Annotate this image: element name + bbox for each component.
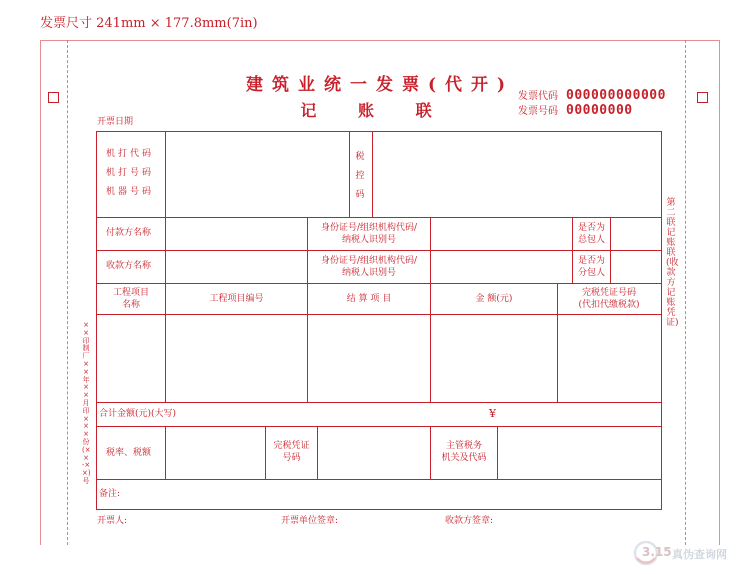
tax-control-label: 税控码 [355, 152, 365, 200]
row-line [96, 402, 662, 403]
machine-number-label: 机打号码 [106, 168, 155, 178]
sheet-right-edge [719, 40, 720, 545]
issuer-label: 开票人: [97, 516, 128, 526]
col-line [317, 426, 318, 479]
right-perforation [685, 40, 686, 545]
payer-id-label [308, 222, 430, 246]
left-perforation [67, 40, 68, 545]
tax-voucher-header [558, 287, 660, 311]
col-line [165, 426, 166, 479]
tax-rate-label: 税率、税额 [106, 448, 152, 458]
watermark-logo [632, 538, 744, 568]
remarks-label: 备注: [99, 489, 121, 499]
row-line [96, 250, 662, 251]
tax-authority-line1: 主管税务 [445, 441, 482, 451]
currency-symbol: ¥ [489, 407, 496, 420]
payer-flag-line2: 总包人 [577, 235, 605, 245]
payer-main-contractor-flag-label [573, 222, 610, 246]
payee-id-label-line1: 身份证号/组织机构代码/ [320, 256, 418, 266]
issue-date-label: 开票日期 [97, 117, 134, 127]
payee-seal-label: 收款方签章: [445, 516, 494, 526]
machine-id-label: 机器号码 [106, 187, 155, 197]
col-line [497, 426, 498, 479]
copy-designation-label: 第二联 记账联(收款方记账凭证) [666, 198, 679, 328]
right-punch-hole [697, 92, 708, 103]
project-name-header-line2: 名称 [121, 300, 140, 310]
project-name-header [97, 287, 165, 311]
payee-flag-line1: 是否为 [577, 256, 605, 266]
invoice-table [96, 131, 662, 510]
issuer-unit-seal-label: 开票单位签章: [281, 516, 339, 526]
settlement-header: 结 算 项 目 [346, 294, 392, 304]
payee-flag-line2: 分包人 [577, 268, 605, 278]
tax-voucher-header-line1: 完税凭证号码 [581, 288, 636, 298]
payee-id-label [308, 255, 430, 279]
sheet-top-line [40, 40, 719, 41]
payee-id-label-line2: 纳税人识别号 [341, 268, 396, 278]
tax-payment-voucher-label [266, 440, 317, 464]
payer-id-label-line1: 身份证号/组织机构代码/ [320, 223, 418, 233]
invoice-number-value: 00000000 [566, 103, 633, 118]
watermark-text: 真伪查询网 [672, 548, 727, 561]
invoice-subtitle: 记 账 联 [300, 101, 450, 120]
tax-payment-voucher-line1: 完税凭证 [273, 441, 310, 451]
payee-subcontractor-flag-label [573, 255, 610, 279]
col-line [430, 217, 431, 283]
invoice-number-label: 发票号码 [518, 106, 558, 117]
machine-code-label: 机打代码 [106, 149, 155, 159]
sheet-left-edge [40, 40, 41, 545]
watermark-number: 3.15 [642, 545, 672, 559]
col-line [349, 131, 350, 217]
amount-header: 金 额(元) [475, 294, 513, 304]
col-line [165, 131, 166, 217]
row-line [96, 283, 662, 284]
invoice-code-value: 000000000000 [566, 88, 666, 103]
tax-authority-line2: 机关及代码 [441, 453, 487, 463]
invoice-title: 建筑业统一发票(代开) [245, 75, 515, 95]
total-amount-label: 合计金额(元)(大写) [99, 409, 177, 419]
page-size-note: 发票尺寸 241mm × 177.8mm(7in) [40, 16, 258, 31]
col-line [165, 217, 166, 283]
invoice-code-label: 发票代码 [518, 91, 558, 102]
payer-name-label: 付款方名称 [106, 228, 152, 238]
row-line [96, 314, 662, 315]
project-name-header-line1: 工程项目 [112, 288, 149, 298]
row-line [96, 217, 662, 218]
tax-payment-voucher-line2: 号码 [282, 453, 301, 463]
row-line [96, 479, 662, 480]
tax-authority-label [431, 440, 497, 464]
payer-id-label-line2: 纳税人识别号 [341, 235, 396, 245]
col-line [610, 217, 611, 283]
payee-name-label: 收款方名称 [106, 261, 152, 271]
col-line [372, 131, 373, 217]
payer-flag-line1: 是否为 [577, 223, 605, 233]
left-punch-hole [48, 92, 59, 103]
row-line [96, 426, 662, 427]
tax-voucher-header-line2: (代扣代缴税款) [578, 300, 640, 310]
printer-imprint: ××印制厂××年××月印×××份(××-××)号 [82, 321, 91, 485]
project-code-header: 工程项目编号 [209, 294, 264, 304]
